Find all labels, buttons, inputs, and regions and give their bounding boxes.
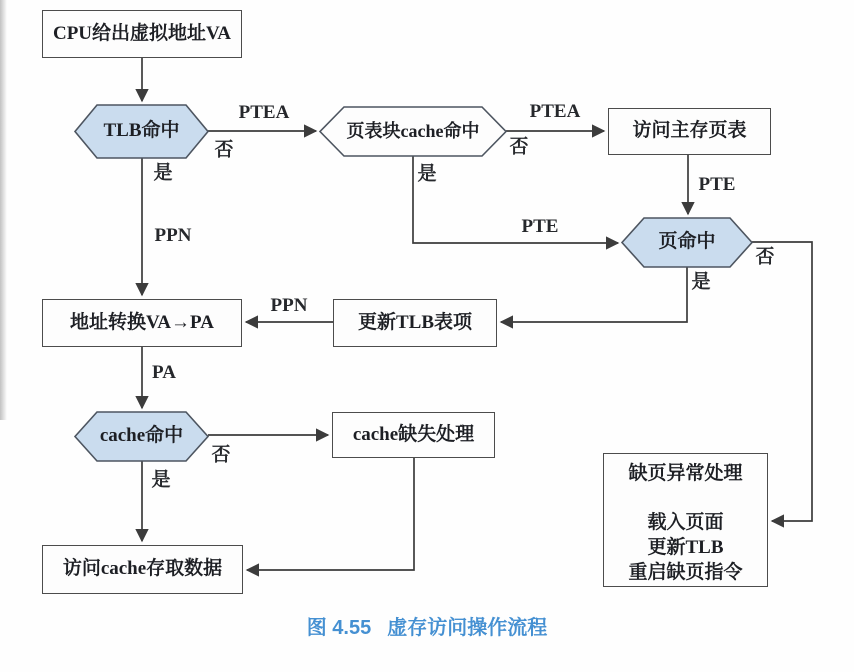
edge-label-pte-horizontal: PTE <box>521 216 559 237</box>
edge-label-no-ptcache: 否 <box>509 136 529 158</box>
page-fault-step-load-page: 载入页面 <box>647 512 724 534</box>
edge-label-ptea-tlb: PTEA <box>238 102 290 123</box>
node-cache-miss-handling: cache缺失处理 <box>332 412 495 458</box>
edge-cachemiss-to-accesscache <box>247 458 414 570</box>
node-pt-cache-hit-label: 页表块cache命中 <box>346 120 480 141</box>
figure-caption <box>0 611 854 640</box>
node-page-fault-handler <box>603 453 768 587</box>
edge-pagehit-yes-to-updatetlb <box>501 267 687 322</box>
page-fault-step-update-tlb: 更新TLB <box>647 537 724 559</box>
node-update-tlb-entry: 更新TLB表项 <box>333 299 497 347</box>
node-page-hit-label: 页命中 <box>658 231 716 253</box>
edge-label-ppn-updatetlb: PPN <box>270 295 308 316</box>
figure-title: 虚存访问操作流程 <box>387 617 548 639</box>
edge-label-yes-ptcache: 是 <box>417 163 437 185</box>
edge-label-ppn-tlb: PPN <box>154 225 192 246</box>
figure-number: 图 4.55 <box>306 617 372 639</box>
page-fault-steps <box>628 510 742 585</box>
edge-label-no-pagehit: 否 <box>755 246 775 268</box>
edge-label-yes-tlb: 是 <box>153 162 173 184</box>
node-address-translation: 地址转换VA→PA <box>42 299 242 347</box>
edge-label-no-tlb: 否 <box>214 139 234 161</box>
edge-label-yes-pagehit: 是 <box>691 271 711 293</box>
node-access-main-page-table: 访问主存页表 <box>608 108 771 155</box>
edge-label-pa: PA <box>152 362 176 383</box>
node-access-cache-data: 访问cache存取数据 <box>42 545 243 594</box>
edge-label-yes-cachehit: 是 <box>151 469 171 491</box>
node-tlb-hit-label: TLB命中 <box>103 120 180 142</box>
node-cpu-va: CPU给出虚拟地址VA <box>42 10 242 58</box>
page-fault-step-restart-instr: 重启缺页指令 <box>628 562 743 584</box>
page-fault-title: 缺页异常处理 <box>628 463 743 484</box>
edge-ptcache-yes-to-pagehit <box>413 156 618 243</box>
node-cache-hit-label: cache命中 <box>99 425 184 447</box>
edge-label-pte-vertical: PTE <box>698 174 736 195</box>
edge-label-ptea-ptcache: PTEA <box>529 101 581 122</box>
edge-label-no-cachehit: 否 <box>211 444 231 466</box>
